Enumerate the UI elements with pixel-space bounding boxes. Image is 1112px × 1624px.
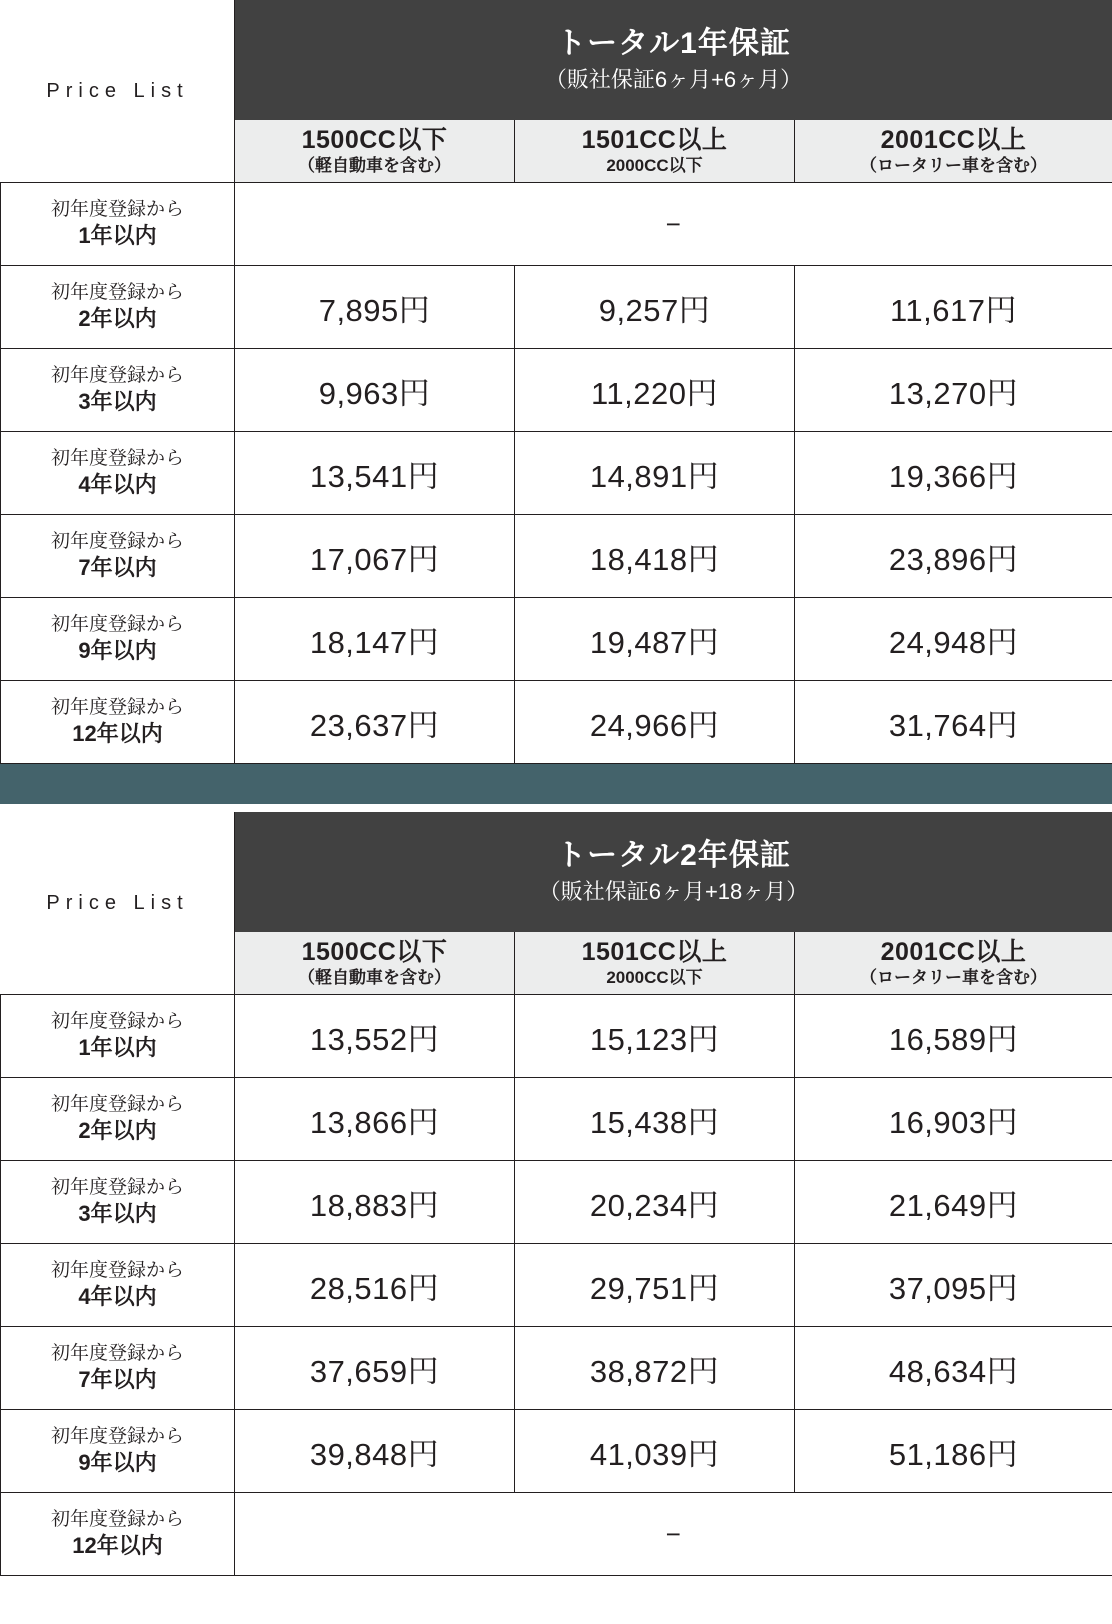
price-cell: 21,649円 [795,1161,1112,1244]
warranty-title [235,1,1112,120]
row-label-top: 初年度登録から [50,531,184,553]
price-cell: 18,883円 [235,1161,515,1244]
price-cell: 7,895円 [235,266,515,349]
row-label-bottom: 3年以内 [78,1201,157,1227]
price-cell: 19,487円 [515,598,795,681]
section-separator-gap [0,804,1112,812]
column-header-3 [795,932,1112,995]
price-cell: 9,257円 [515,266,795,349]
price-cell: 13,552円 [235,995,515,1078]
price-cell: 24,966円 [515,681,795,764]
price-table-block-1 [0,0,1112,764]
row-label [1,1493,235,1576]
row-label [1,1161,235,1244]
price-cell: 28,516円 [235,1244,515,1327]
row-label [1,681,235,764]
warranty-title [235,813,1112,932]
column-header-3-main: 2001CC以上 [880,125,1027,154]
table-title-row [1,813,1112,932]
column-header-3-note: （ロータリー車を含む） [860,155,1047,175]
column-header-3-main: 2001CC以上 [880,937,1027,966]
column-header-1 [235,932,515,995]
table-row [1,1410,1112,1493]
price-cell: 17,067円 [235,515,515,598]
price-cell: 41,039円 [515,1410,795,1493]
price-cell: 14,891円 [515,432,795,515]
table-row [1,598,1112,681]
row-label-bottom: 7年以内 [78,555,157,581]
row-label-top: 初年度登録から [50,697,184,719]
row-label-top: 初年度登録から [50,448,184,470]
row-label-bottom: 1年以内 [78,223,157,249]
table-title-row [1,1,1112,120]
column-header-3-note: （ロータリー車を含む） [860,967,1047,987]
price-list-label [1,1,235,183]
price-cell: 16,903円 [795,1078,1112,1161]
price-table-block-2 [0,812,1112,1576]
price-cell: 18,418円 [515,515,795,598]
price-cell: 39,848円 [235,1410,515,1493]
price-cell: 13,541円 [235,432,515,515]
price-cell: 11,220円 [515,349,795,432]
price-cell: 37,095円 [795,1244,1112,1327]
table-row [1,266,1112,349]
row-label-bottom: 4年以内 [78,472,157,498]
warranty-title-main: トータル2年保証 [556,838,791,872]
column-header-3 [795,120,1112,183]
price-cell: 48,634円 [795,1327,1112,1410]
row-label-top: 初年度登録から [50,1177,184,1199]
row-label [1,266,235,349]
price-cell: 13,866円 [235,1078,515,1161]
row-label-bottom: 1年以内 [78,1035,157,1061]
row-label [1,1327,235,1410]
row-label [1,432,235,515]
price-cell: 29,751円 [515,1244,795,1327]
row-label-top: 初年度登録から [50,1094,184,1116]
table-row [1,1493,1112,1576]
column-header-1-note: （軽自動車を含む） [298,155,451,175]
warranty-title-sub: （販社保証6ヶ月+18ヶ月） [538,879,809,905]
price-list-label [1,813,235,995]
column-header-1 [235,120,515,183]
table-row [1,515,1112,598]
row-label-bottom: 12年以内 [72,1533,163,1559]
row-label-bottom: 9年以内 [78,638,157,664]
row-label [1,515,235,598]
price-table-1 [0,0,1112,764]
table-row [1,1327,1112,1410]
price-cell: 24,948円 [795,598,1112,681]
row-label-top: 初年度登録から [50,199,184,221]
row-label-top: 初年度登録から [50,1260,184,1282]
column-header-2 [515,932,795,995]
price-list-label-text: Price List [46,892,189,914]
row-label-top: 初年度登録から [50,1426,184,1448]
price-cell: 20,234円 [515,1161,795,1244]
price-cell: − [235,183,1112,266]
price-cell: 15,123円 [515,995,795,1078]
table-row [1,183,1112,266]
price-cell: 38,872円 [515,1327,795,1410]
table-row [1,1161,1112,1244]
row-label [1,598,235,681]
price-cell: 16,589円 [795,995,1112,1078]
column-header-1-main: 1500CC以下 [301,937,448,966]
price-list-label-text: Price List [46,80,189,102]
row-label-bottom: 4年以内 [78,1284,157,1310]
row-label-bottom: 2年以内 [78,306,157,332]
price-cell: 15,438円 [515,1078,795,1161]
price-cell: 23,637円 [235,681,515,764]
column-header-2-note: 2000CC以下 [606,155,703,175]
table-row [1,681,1112,764]
row-label [1,1244,235,1327]
row-label [1,1410,235,1493]
table-row [1,1244,1112,1327]
price-cell: 19,366円 [795,432,1112,515]
row-label-top: 初年度登録から [50,1509,184,1531]
table-row [1,1078,1112,1161]
column-header-2 [515,120,795,183]
warranty-title-main: トータル1年保証 [556,26,791,60]
price-cell: − [235,1493,1112,1576]
row-label [1,183,235,266]
row-label-bottom: 2年以内 [78,1118,157,1144]
price-cell: 51,186円 [795,1410,1112,1493]
row-label-top: 初年度登録から [50,365,184,387]
price-cell: 37,659円 [235,1327,515,1410]
price-cell: 9,963円 [235,349,515,432]
price-cell: 31,764円 [795,681,1112,764]
section-separator-band [0,764,1112,804]
row-label [1,1078,235,1161]
price-table-2 [0,812,1112,1576]
price-cell: 18,147円 [235,598,515,681]
row-label-top: 初年度登録から [50,614,184,636]
price-cell: 11,617円 [795,266,1112,349]
row-label-bottom: 9年以内 [78,1450,157,1476]
column-header-2-note: 2000CC以下 [606,967,703,987]
price-cell: 13,270円 [795,349,1112,432]
table-row [1,349,1112,432]
column-header-1-note: （軽自動車を含む） [298,967,451,987]
row-label-top: 初年度登録から [50,282,184,304]
column-header-2-main: 1501CC以上 [581,125,728,154]
row-label-bottom: 12年以内 [72,721,163,747]
table-row [1,432,1112,515]
price-cell: 23,896円 [795,515,1112,598]
row-label [1,349,235,432]
row-label [1,995,235,1078]
row-label-top: 初年度登録から [50,1011,184,1033]
column-header-1-main: 1500CC以下 [301,125,448,154]
table-row [1,995,1112,1078]
column-header-2-main: 1501CC以上 [581,937,728,966]
row-label-bottom: 3年以内 [78,389,157,415]
warranty-title-sub: （販社保証6ヶ月+6ヶ月） [544,67,803,93]
row-label-top: 初年度登録から [50,1343,184,1365]
row-label-bottom: 7年以内 [78,1367,157,1393]
